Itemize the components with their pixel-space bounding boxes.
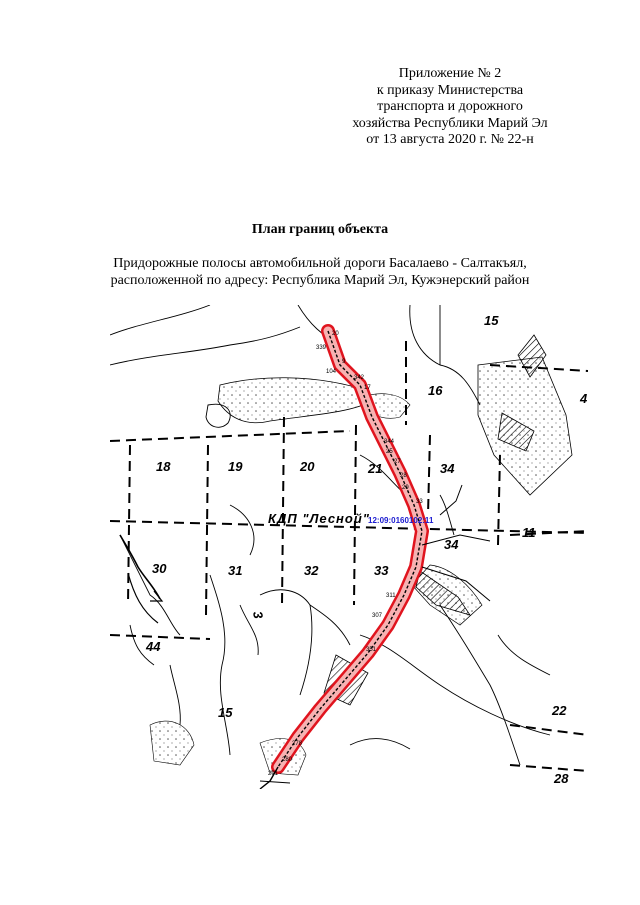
block-number: 20	[300, 459, 315, 474]
block-number: 30	[152, 561, 167, 576]
point-label: 9	[342, 359, 346, 365]
point-label: 311	[386, 593, 396, 599]
block-number: 18	[156, 459, 171, 474]
block-number: 32	[304, 563, 319, 578]
point-label: 104	[326, 369, 337, 375]
point-label: 280	[282, 757, 293, 763]
block-number: 15	[484, 313, 499, 328]
point-label: 351	[366, 647, 377, 653]
point-label: 339	[316, 345, 327, 351]
point-label: 25	[386, 449, 393, 455]
cadastral-number[interactable]: 12:09:0160102:11	[368, 516, 434, 525]
block-number: 11	[522, 525, 536, 540]
appendix-line: к приказу Министерства	[376, 82, 524, 98]
subtitle-line: Придорожные полосы автомобильной дороги Басалаево - Салтакъял,	[113, 256, 527, 271]
point-label: 291	[268, 771, 279, 777]
block-number: 15	[218, 705, 233, 720]
field-area	[218, 378, 372, 423]
point-label: 344	[384, 439, 395, 445]
block-number: 34	[444, 537, 459, 552]
appendix-header	[300, 66, 600, 149]
block-number: 34	[440, 461, 455, 476]
appendix-line: хозяйства Республики Марий Эл	[352, 115, 548, 131]
point-label: 29	[402, 485, 409, 491]
block-number: 33	[374, 563, 389, 578]
map-canvas	[110, 305, 588, 789]
block-number: 22	[552, 703, 567, 718]
point-label: 27	[394, 459, 401, 465]
point-label: 20	[332, 331, 339, 337]
appendix-line: от 13 августа 2020 г. № 22-н	[366, 132, 534, 147]
block-number: 3	[250, 610, 267, 620]
point-label: 28	[400, 473, 407, 479]
point-label: 278	[292, 741, 303, 747]
block-number: 4	[580, 391, 588, 406]
appendix-line: транспорта и дорожного	[377, 99, 523, 114]
block-number: 19	[228, 459, 243, 474]
point-label: 342	[354, 375, 365, 381]
block-number: 28	[554, 771, 569, 786]
field-area	[150, 721, 194, 765]
boundary-map[interactable]	[110, 305, 588, 789]
kdp-label: КДП "Лесной"	[268, 511, 370, 526]
point-label: 33	[416, 499, 423, 505]
block-number: 31	[228, 563, 243, 578]
plan-title: План границ объекта	[251, 222, 389, 237]
block-number: 44	[146, 639, 161, 654]
point-label: 307	[372, 613, 383, 619]
block-number: 21	[368, 461, 383, 476]
appendix-line: Приложение № 2	[398, 66, 502, 81]
block-number: 16	[428, 383, 443, 398]
plan-subtitle	[0, 255, 640, 289]
subtitle-line: расположенной по адресу: Республика Марий Эл, Кужэнерский район	[110, 273, 530, 288]
point-label: 17	[364, 385, 371, 391]
